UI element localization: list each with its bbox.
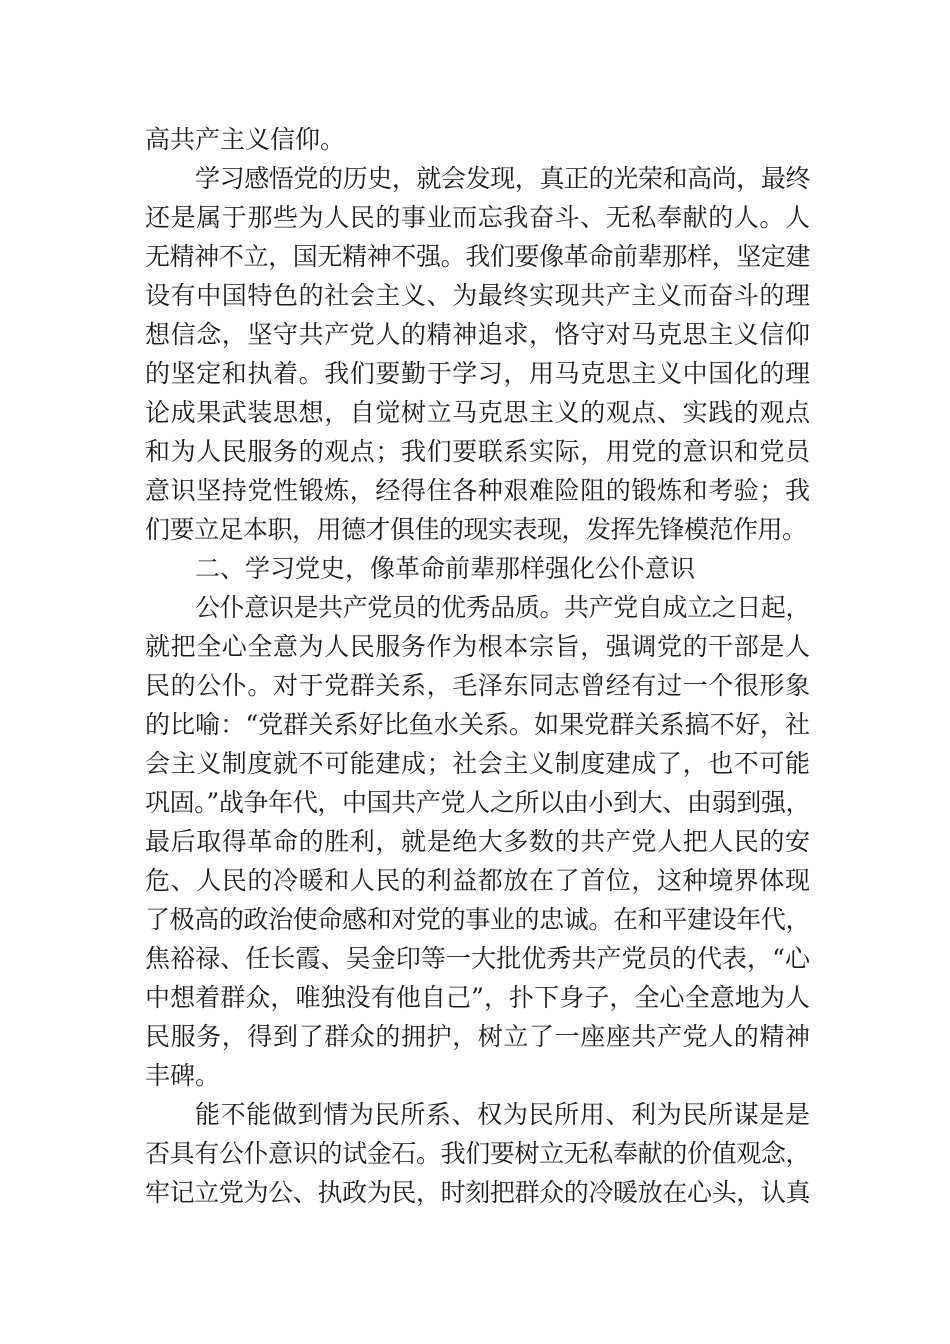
text-line: 设有中国特色的社会主义、为最终实现共产主义而奋斗的理 xyxy=(145,281,810,310)
section-heading: 二、学习党史，像革命前辈那样强化公仆意识 xyxy=(195,554,696,583)
text-line: 牢记立党为公、执政为民，时刻把群众的冷暖放在心头，认真 xyxy=(145,1178,810,1207)
text-line: 就把全心全意为人民服务作为根本宗旨，强调党的干部是人 xyxy=(145,632,810,661)
text-line: 无精神不立，国无精神不强。我们要像革命前辈那样，坚定建 xyxy=(145,242,810,271)
text-line: 和为人民服务的观点；我们要联系实际，用党的意识和党员 xyxy=(145,437,810,466)
text-line: 最后取得革命的胜利，就是绝大多数的共产党人把人民的安 xyxy=(145,827,810,856)
text-line: 公仆意识是共产党员的优秀品质。共产党自成立之日起， xyxy=(195,593,810,622)
text-line: 意识坚持党性锻炼，经得住各种艰难险阻的锻炼和考验；我 xyxy=(145,476,810,505)
text-line: 危、人民的冷暖和人民的利益都放在了首位，这种境界体现 xyxy=(145,866,810,895)
text-line: 高共产主义信仰。 xyxy=(145,125,346,154)
text-line: 们要立足本职，用德才俱佳的现实表现，发挥先锋模范作用。 xyxy=(145,515,807,544)
text-line: 丰碑。 xyxy=(145,1061,221,1090)
text-line: 民的公仆。对于党群关系，毛泽东同志曾经有过一个很形象 xyxy=(145,671,810,700)
text-line: 中想着群众，唯独没有他自己”，扑下身子，全心全意地为人 xyxy=(145,983,810,1012)
text-line: 能不能做到情为民所系、权为民所用、利为民所谋是是 xyxy=(195,1100,810,1129)
text-line: 民服务，得到了群众的拥护，树立了一座座共产党人的精神 xyxy=(145,1022,810,1051)
text-line: 的比喻：“党群关系好比鱼水关系。如果党群关系搞不好，社 xyxy=(145,710,810,739)
text-line: 想信念，坚守共产党人的精神追求，恪守对马克思主义信仰 xyxy=(145,320,810,349)
text-line: 了极高的政治使命感和对党的事业的忠诚。在和平建设年代， xyxy=(145,905,810,934)
text-line: 否具有公仆意识的试金石。我们要树立无私奉献的价值观念， xyxy=(145,1139,810,1168)
text-line: 的坚定和执着。我们要勤于学习，用马克思主义中国化的理 xyxy=(145,359,810,388)
text-line: 会主义制度就不可能建成；社会主义制度建成了，也不可能 xyxy=(145,749,810,778)
text-line: 论成果武装思想，自觉树立马克思主义的观点、实践的观点 xyxy=(145,398,810,427)
text-line: 学习感悟党的历史，就会发现，真正的光荣和高尚，最终 xyxy=(195,164,810,193)
text-line: 巩固。”战争年代，中国共产党人之所以由小到大、由弱到强， xyxy=(145,788,810,817)
text-line: 还是属于那些为人民的事业而忘我奋斗、无私奉献的人。人 xyxy=(145,203,810,232)
text-line: 焦裕禄、任长霞、吴金印等一大批优秀共产党员的代表，“心 xyxy=(145,944,810,973)
document-body xyxy=(145,120,810,1212)
